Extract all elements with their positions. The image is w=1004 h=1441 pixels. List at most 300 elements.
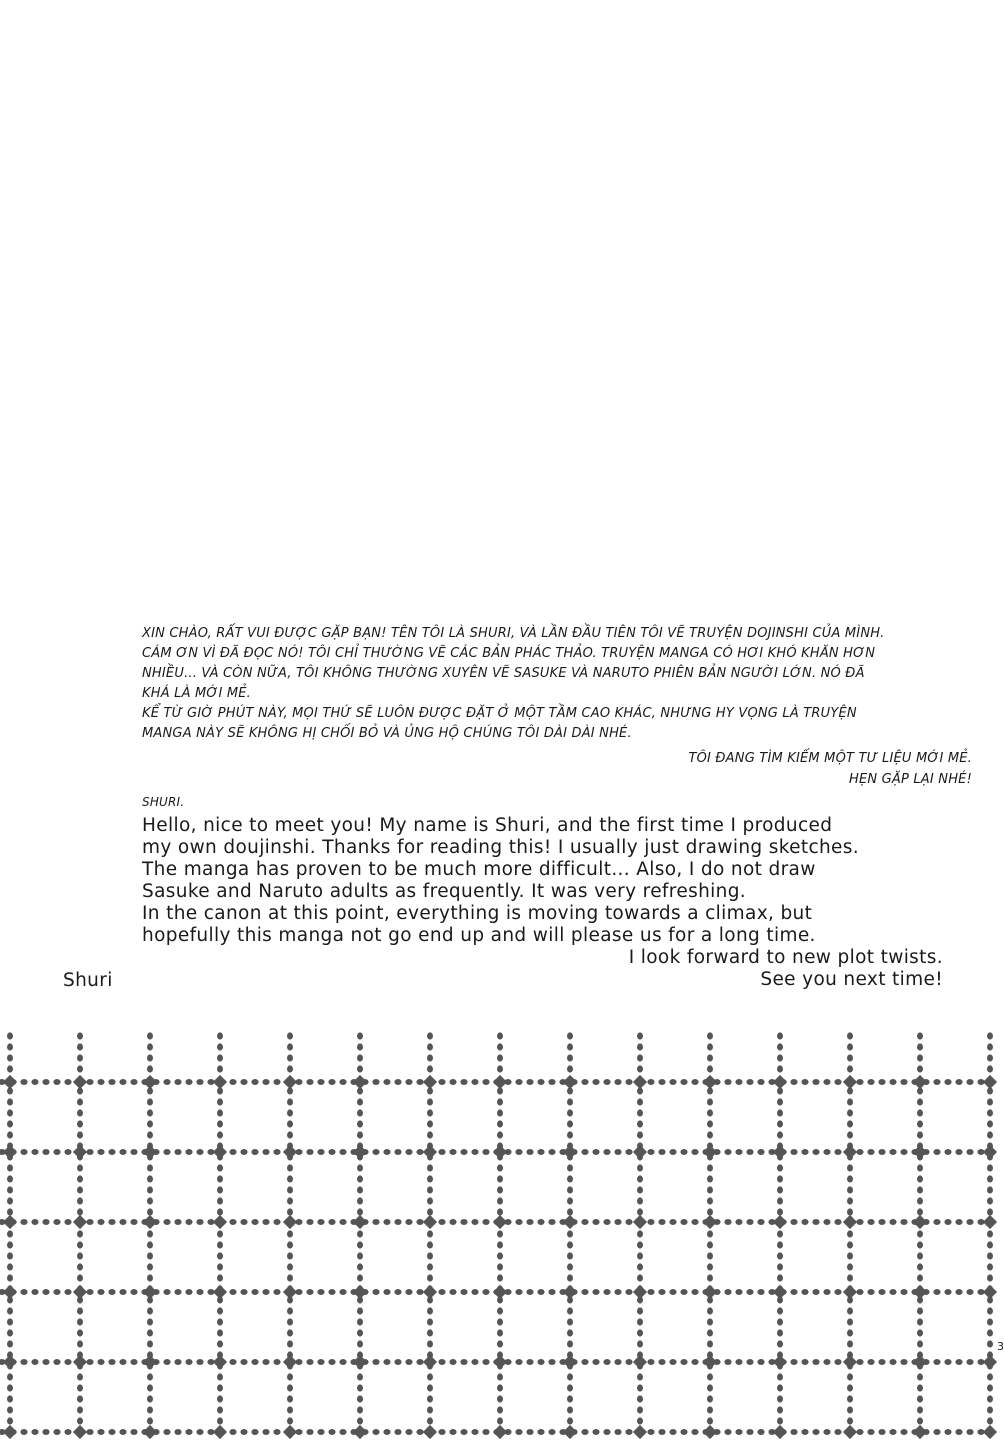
- pattern-dot: [812, 1359, 819, 1365]
- pattern-dot: [878, 1219, 885, 1225]
- pattern-dot: [357, 1164, 363, 1171]
- pattern-dot: [287, 1109, 293, 1116]
- pattern-cross: [633, 1145, 647, 1159]
- pattern-dot: [757, 1079, 764, 1085]
- pattern-cross: [913, 1215, 927, 1229]
- pattern-dot: [592, 1359, 599, 1365]
- pattern-dot: [823, 1149, 830, 1155]
- pattern-dot: [147, 1318, 153, 1325]
- pattern-dot: [680, 1289, 687, 1295]
- pattern-dot: [790, 1149, 797, 1155]
- pattern-dot: [567, 1274, 573, 1281]
- pattern-dot: [497, 1109, 503, 1116]
- pattern-dot: [317, 1219, 324, 1225]
- pattern-dot: [427, 1120, 433, 1127]
- pattern-dot: [497, 1120, 503, 1127]
- pattern-dot: [847, 1065, 853, 1072]
- pattern-dot: [497, 1307, 503, 1314]
- pattern-dot: [917, 1406, 923, 1413]
- pattern-dot: [357, 1318, 363, 1325]
- pattern-cross: [493, 1215, 507, 1229]
- pattern-dot: [174, 1359, 181, 1365]
- pattern-dot: [427, 1263, 433, 1270]
- pattern-dot: [746, 1289, 753, 1295]
- pattern-dot: [497, 1186, 503, 1193]
- pattern-dot: [987, 1307, 993, 1314]
- pattern-dot: [339, 1219, 346, 1225]
- pattern-dot: [7, 1065, 13, 1072]
- pattern-cross: [703, 1075, 717, 1089]
- pattern-dot: [917, 1131, 923, 1138]
- pattern-dot: [7, 1263, 13, 1270]
- pattern-dot: [707, 1274, 713, 1281]
- pattern-dot: [625, 1079, 632, 1085]
- pattern-dot: [77, 1109, 83, 1116]
- pattern-dot: [7, 1164, 13, 1171]
- pattern-dot: [482, 1079, 489, 1085]
- pattern-dot: [427, 1098, 433, 1105]
- pattern-dot: [217, 1120, 223, 1127]
- pattern-dot: [625, 1359, 632, 1365]
- pattern-dot: [515, 1079, 522, 1085]
- pattern-dot: [287, 1307, 293, 1314]
- pattern-dot: [900, 1079, 907, 1085]
- pattern-dot: [944, 1429, 951, 1435]
- pattern-dot: [987, 1329, 993, 1336]
- pattern-dot: [357, 1054, 363, 1061]
- pattern-dot: [647, 1219, 654, 1225]
- pattern-dot: [64, 1079, 71, 1085]
- pattern-dot: [917, 1384, 923, 1391]
- pattern-dot: [64, 1219, 71, 1225]
- pattern-dot: [482, 1429, 489, 1435]
- pattern-cross: [493, 1075, 507, 1089]
- english-message: [142, 815, 944, 947]
- pattern-dot: [427, 1065, 433, 1072]
- pattern-dot: [163, 1079, 170, 1085]
- pattern-dot: [77, 1175, 83, 1182]
- pattern-dot: [834, 1149, 841, 1155]
- pattern-dot: [497, 1043, 503, 1050]
- pattern-dot: [229, 1429, 236, 1435]
- pattern-dot: [658, 1429, 665, 1435]
- pattern-dot: [592, 1429, 599, 1435]
- pattern-dot: [77, 1230, 83, 1237]
- pattern-dot: [416, 1429, 423, 1435]
- pattern-dot: [339, 1079, 346, 1085]
- pattern-dot: [987, 1340, 993, 1347]
- pattern-dot: [777, 1395, 783, 1402]
- pattern-dot: [966, 1079, 973, 1085]
- pattern-dot: [416, 1079, 423, 1085]
- pattern-dot: [449, 1079, 456, 1085]
- pattern-cross: [563, 1145, 577, 1159]
- pattern-dot: [707, 1406, 713, 1413]
- pattern-dot: [625, 1429, 632, 1435]
- pattern-cross: [843, 1425, 857, 1439]
- pattern-dot: [147, 1131, 153, 1138]
- pattern-dot: [262, 1079, 269, 1085]
- pattern-dot: [567, 1318, 573, 1325]
- pattern-dot: [526, 1219, 533, 1225]
- pattern-dot: [847, 1307, 853, 1314]
- pattern-dot: [394, 1079, 401, 1085]
- pattern-dot: [746, 1429, 753, 1435]
- pattern-dot: [372, 1289, 379, 1295]
- pattern-dot: [757, 1429, 764, 1435]
- pattern-dot: [812, 1149, 819, 1155]
- pattern-dot: [867, 1219, 874, 1225]
- pattern-dot: [614, 1079, 621, 1085]
- pattern-dot: [944, 1359, 951, 1365]
- pattern-dot: [847, 1175, 853, 1182]
- pattern-dot: [735, 1149, 742, 1155]
- pattern-dot: [251, 1359, 258, 1365]
- pattern-dot: [724, 1289, 731, 1295]
- pattern-cross: [773, 1145, 787, 1159]
- pattern-dot: [944, 1289, 951, 1295]
- pattern-dot: [42, 1149, 49, 1155]
- pattern-dot: [240, 1429, 247, 1435]
- pattern-dot: [147, 1164, 153, 1171]
- pattern-dot: [108, 1289, 115, 1295]
- vietnamese-line: CÁM ƠN VÌ ĐÃ ĐỌC NÓ! TÔI CHỈ THƯỜNG VẼ CÁC BẢN PHÁC THẢO. TRUYỆN MANGA CÓ HƠI KHÓ KHĂN HƠN: [142, 646, 876, 661]
- pattern-dot: [856, 1359, 863, 1365]
- pattern-dot: [77, 1054, 83, 1061]
- pattern-dot: [147, 1373, 153, 1380]
- pattern-dot: [867, 1359, 874, 1365]
- pattern-dot: [581, 1079, 588, 1085]
- pattern-dot: [77, 1131, 83, 1138]
- pattern-dot: [427, 1197, 433, 1204]
- pattern-dot: [77, 1186, 83, 1193]
- pattern-dot: [567, 1131, 573, 1138]
- pattern-cross: [773, 1075, 787, 1089]
- pattern-dot: [287, 1274, 293, 1281]
- pattern-dot: [306, 1359, 313, 1365]
- pattern-dot: [537, 1079, 544, 1085]
- pattern-dot: [240, 1359, 247, 1365]
- pattern-cross: [213, 1215, 227, 1229]
- pattern-dot: [567, 1307, 573, 1314]
- pattern-dot: [823, 1359, 830, 1365]
- pattern-dot: [42, 1429, 49, 1435]
- pattern-dot: [497, 1384, 503, 1391]
- pattern-dot: [108, 1219, 115, 1225]
- pattern-dot: [637, 1307, 643, 1314]
- pattern-dot: [438, 1429, 445, 1435]
- pattern-dot: [497, 1032, 503, 1039]
- pattern-dot: [987, 1406, 993, 1413]
- pattern-dot: [746, 1219, 753, 1225]
- pattern-dot: [77, 1384, 83, 1391]
- pattern-dot: [917, 1208, 923, 1215]
- pattern-dot: [357, 1043, 363, 1050]
- pattern-dot: [217, 1406, 223, 1413]
- pattern-dot: [97, 1289, 104, 1295]
- pattern-dot: [273, 1219, 280, 1225]
- pattern-dot: [185, 1289, 192, 1295]
- pattern-dot: [707, 1252, 713, 1259]
- pattern-dot: [823, 1079, 830, 1085]
- pattern-cross: [773, 1425, 787, 1439]
- pattern-dot: [438, 1219, 445, 1225]
- pattern-dot: [328, 1289, 335, 1295]
- pattern-dot: [987, 1109, 993, 1116]
- pattern-dot: [637, 1417, 643, 1424]
- vietnamese-line: NHIỀU... VÀ CÒN NỮA, TÔI KHÔNG THƯỜNG XUYÊN VẼ SASUKE VÀ NARUTO PHIÊN BẢN NGƯỜI LỚN. NÓ ĐÃ: [142, 666, 865, 681]
- pattern-dot: [7, 1417, 13, 1424]
- pattern-dot: [614, 1429, 621, 1435]
- pattern-dot: [987, 1241, 993, 1248]
- pattern-dot: [987, 1230, 993, 1237]
- pattern-cross: [3, 1285, 17, 1299]
- pattern-dot: [637, 1340, 643, 1347]
- pattern-dot: [217, 1252, 223, 1259]
- pattern-dot: [637, 1274, 643, 1281]
- pattern-dot: [77, 1197, 83, 1204]
- pattern-dot: [217, 1175, 223, 1182]
- pattern-dot: [42, 1219, 49, 1225]
- pattern-cross: [3, 1075, 17, 1089]
- pattern-dot: [357, 1109, 363, 1116]
- pattern-cross: [283, 1145, 297, 1159]
- pattern-dot: [658, 1149, 665, 1155]
- pattern-dot: [917, 1230, 923, 1237]
- pattern-cross: [983, 1215, 997, 1229]
- pattern-cross: [143, 1285, 157, 1299]
- pattern-dot: [174, 1079, 181, 1085]
- pattern-dot: [724, 1219, 731, 1225]
- pattern-dot: [7, 1098, 13, 1105]
- pattern-dot: [147, 1197, 153, 1204]
- pattern-dot: [287, 1131, 293, 1138]
- pattern-dot: [163, 1429, 170, 1435]
- pattern-dot: [7, 1329, 13, 1336]
- pattern-dot: [42, 1359, 49, 1365]
- pattern-dot: [878, 1429, 885, 1435]
- pattern-dot: [317, 1149, 324, 1155]
- pattern-dot: [287, 1329, 293, 1336]
- pattern-dot: [251, 1149, 258, 1155]
- pattern-dot: [823, 1429, 830, 1435]
- pattern-cross: [703, 1425, 717, 1439]
- pattern-dot: [987, 1263, 993, 1270]
- pattern-cross: [563, 1355, 577, 1369]
- pattern-cross: [73, 1355, 87, 1369]
- pattern-cross: [73, 1285, 87, 1299]
- pattern-dot: [287, 1186, 293, 1193]
- pattern-cross: [283, 1215, 297, 1229]
- pattern-dot: [287, 1230, 293, 1237]
- pattern-dot: [497, 1230, 503, 1237]
- pattern-dot: [240, 1289, 247, 1295]
- pattern-dot: [647, 1149, 654, 1155]
- pattern-dot: [7, 1109, 13, 1116]
- pattern-dot: [637, 1252, 643, 1259]
- pattern-dot: [217, 1186, 223, 1193]
- pattern-dot: [746, 1149, 753, 1155]
- pattern-dot: [955, 1219, 962, 1225]
- pattern-dot: [537, 1219, 544, 1225]
- pattern-dot: [637, 1230, 643, 1237]
- english-line: In the canon at this point, everything is moving towards a climax, but: [142, 903, 813, 924]
- pattern-dot: [707, 1032, 713, 1039]
- pattern-dot: [637, 1131, 643, 1138]
- pattern-dot: [537, 1149, 544, 1155]
- pattern-dot: [707, 1109, 713, 1116]
- pattern-dot: [497, 1340, 503, 1347]
- pattern-dot: [471, 1429, 478, 1435]
- pattern-dot: [427, 1032, 433, 1039]
- pattern-dot: [383, 1149, 390, 1155]
- pattern-dot: [526, 1429, 533, 1435]
- pattern-dot: [438, 1149, 445, 1155]
- pattern-dot: [847, 1274, 853, 1281]
- pattern-dot: [567, 1406, 573, 1413]
- pattern-dot: [680, 1219, 687, 1225]
- pattern-dot: [847, 1329, 853, 1336]
- pattern-cross: [703, 1285, 717, 1299]
- pattern-dot: [7, 1131, 13, 1138]
- pattern-dot: [669, 1289, 676, 1295]
- pattern-dot: [77, 1241, 83, 1248]
- pattern-dot: [372, 1429, 379, 1435]
- pattern-cross: [983, 1285, 997, 1299]
- pattern-dot: [581, 1289, 588, 1295]
- pattern-dot: [658, 1079, 665, 1085]
- pattern-dot: [987, 1098, 993, 1105]
- pattern-dot: [637, 1329, 643, 1336]
- pattern-dot: [955, 1359, 962, 1365]
- pattern-dot: [287, 1373, 293, 1380]
- pattern-dot: [746, 1359, 753, 1365]
- pattern-dot: [7, 1120, 13, 1127]
- pattern-dot: [405, 1149, 412, 1155]
- pattern-dot: [966, 1149, 973, 1155]
- pattern-dot: [581, 1359, 588, 1365]
- pattern-dot: [7, 1395, 13, 1402]
- pattern-cross: [423, 1355, 437, 1369]
- pattern-dot: [427, 1340, 433, 1347]
- pattern-dot: [658, 1219, 665, 1225]
- pattern-dot: [497, 1318, 503, 1325]
- pattern-dot: [147, 1307, 153, 1314]
- pattern-dot: [394, 1429, 401, 1435]
- pattern-dot: [707, 1417, 713, 1424]
- pattern-dot: [31, 1219, 38, 1225]
- pattern-dot: [20, 1079, 27, 1085]
- pattern-dot: [777, 1043, 783, 1050]
- pattern-dot: [97, 1079, 104, 1085]
- pattern-cross: [353, 1285, 367, 1299]
- pattern-dot: [262, 1429, 269, 1435]
- pattern-dot: [217, 1307, 223, 1314]
- pattern-dot: [427, 1043, 433, 1050]
- pattern-dot: [847, 1241, 853, 1248]
- pattern-dot: [614, 1149, 621, 1155]
- pattern-dot: [637, 1241, 643, 1248]
- pattern-dot: [119, 1429, 126, 1435]
- pattern-dot: [987, 1065, 993, 1072]
- pattern-dot: [917, 1065, 923, 1072]
- pattern-dot: [707, 1043, 713, 1050]
- pattern-dot: [251, 1079, 258, 1085]
- pattern-dot: [273, 1429, 280, 1435]
- pattern-cross: [73, 1075, 87, 1089]
- pattern-dot: [567, 1043, 573, 1050]
- pattern-dot: [777, 1274, 783, 1281]
- pattern-cross: [423, 1075, 437, 1089]
- pattern-dot: [471, 1219, 478, 1225]
- pattern-dot: [790, 1359, 797, 1365]
- pattern-dot: [812, 1219, 819, 1225]
- pattern-dot: [196, 1289, 203, 1295]
- pattern-dot: [567, 1208, 573, 1215]
- pattern-cross: [983, 1355, 997, 1369]
- english-line: Sasuke and Naruto adults as frequently. It was very refreshing.: [142, 881, 747, 902]
- pattern-dot: [147, 1241, 153, 1248]
- pattern-cross: [353, 1075, 367, 1089]
- pattern-dot: [383, 1429, 390, 1435]
- pattern-dot: [581, 1149, 588, 1155]
- pattern-dot: [966, 1219, 973, 1225]
- pattern-dot: [917, 1373, 923, 1380]
- pattern-dot: [933, 1219, 940, 1225]
- pattern-dot: [614, 1359, 621, 1365]
- pattern-dot: [7, 1197, 13, 1204]
- pattern-dot: [658, 1359, 665, 1365]
- pattern-dot: [287, 1208, 293, 1215]
- english-line: Hello, nice to meet you! My name is Shuri, and the first time I produced: [142, 815, 833, 836]
- pattern-dot: [287, 1318, 293, 1325]
- pattern-dot: [707, 1054, 713, 1061]
- pattern-dot: [625, 1289, 632, 1295]
- pattern-dot: [357, 1395, 363, 1402]
- pattern-dot: [567, 1329, 573, 1336]
- pattern-dot: [383, 1359, 390, 1365]
- pattern-dot: [217, 1164, 223, 1171]
- pattern-dot: [707, 1373, 713, 1380]
- pattern-dot: [777, 1307, 783, 1314]
- pattern-dot: [987, 1186, 993, 1193]
- pattern-dot: [917, 1054, 923, 1061]
- pattern-dot: [847, 1252, 853, 1259]
- pattern-dot: [917, 1164, 923, 1171]
- pattern-dot: [287, 1241, 293, 1248]
- pattern-dot: [691, 1149, 698, 1155]
- pattern-dot: [7, 1252, 13, 1259]
- pattern-dot: [147, 1098, 153, 1105]
- pattern-dot: [217, 1373, 223, 1380]
- pattern-dot: [7, 1406, 13, 1413]
- pattern-dot: [119, 1289, 126, 1295]
- pattern-dot: [987, 1395, 993, 1402]
- pattern-dot: [933, 1359, 940, 1365]
- pattern-dot: [185, 1359, 192, 1365]
- pattern-cross: [703, 1215, 717, 1229]
- pattern-cross: [563, 1075, 577, 1089]
- pattern-dot: [449, 1219, 456, 1225]
- pattern-dot: [647, 1289, 654, 1295]
- pattern-dot: [515, 1289, 522, 1295]
- pattern-dot: [64, 1429, 71, 1435]
- pattern-cross: [773, 1215, 787, 1229]
- pattern-cross: [353, 1145, 367, 1159]
- pattern-dot: [847, 1208, 853, 1215]
- pattern-dot: [567, 1065, 573, 1072]
- pattern-dot: [581, 1219, 588, 1225]
